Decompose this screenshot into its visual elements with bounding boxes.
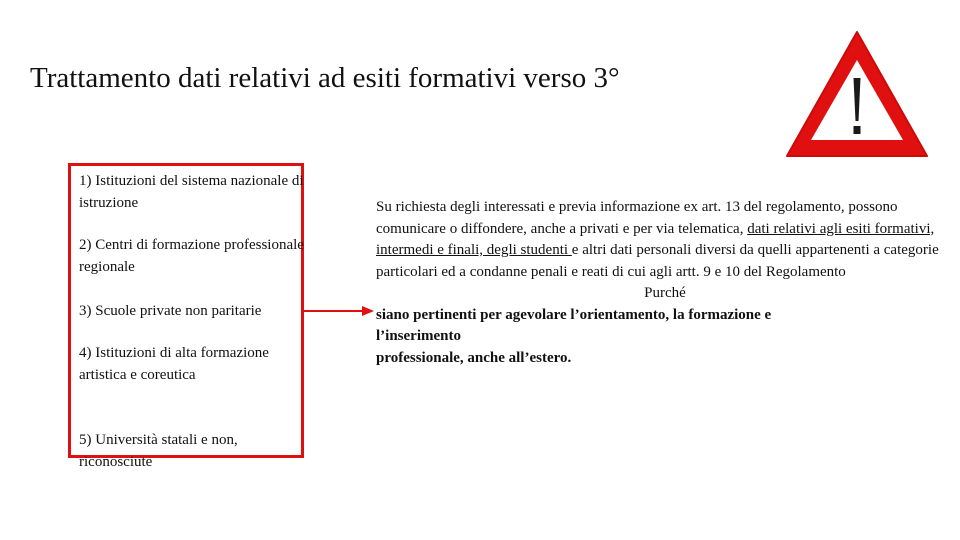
list-item: 4) Istituzioni di alta formazione artistica e coreutica bbox=[79, 345, 269, 383]
slide-title: Trattamento dati relativi ad esiti formativi verso 3° bbox=[30, 62, 620, 94]
bold-line: siano pertinenti per agevolare l’orientamento, la formazione e bbox=[376, 306, 772, 323]
list-item: 3) Scuole private non paritarie bbox=[79, 303, 262, 319]
paragraph-underlined-part: dati relativi agli esiti formativi, intermedi e finali, degli studenti bbox=[376, 220, 935, 258]
arrow-right-icon bbox=[304, 303, 376, 319]
list-item: 2) Centri di formazione professionale regionale bbox=[79, 237, 304, 275]
paragraph-part-1: Su richiesta degli interessati e previa informazione ex art. 13 del regolamento, possono comunicare o diffondere, anche a privati e per via telematica, bbox=[376, 199, 898, 237]
warning-triangle-icon bbox=[782, 26, 932, 162]
description-text bbox=[376, 197, 954, 369]
bold-line: professionale, anche all’estero. bbox=[376, 349, 572, 366]
paragraph-part-3: e altri dati personali diversi da quelli appartenenti a categorie particolari ed a condanne penali e reati di cui agli artt. 9 e 10 del Regolamento bbox=[376, 242, 939, 280]
description-paragraph bbox=[376, 197, 954, 283]
bold-line: l’inserimento bbox=[376, 328, 461, 344]
list-item: 1) Istituzioni del sistema nazionale di istruzione bbox=[79, 173, 304, 211]
list-item: 5) Università statali e non, riconosciute bbox=[79, 432, 238, 470]
condition-label: Purché bbox=[644, 285, 686, 301]
